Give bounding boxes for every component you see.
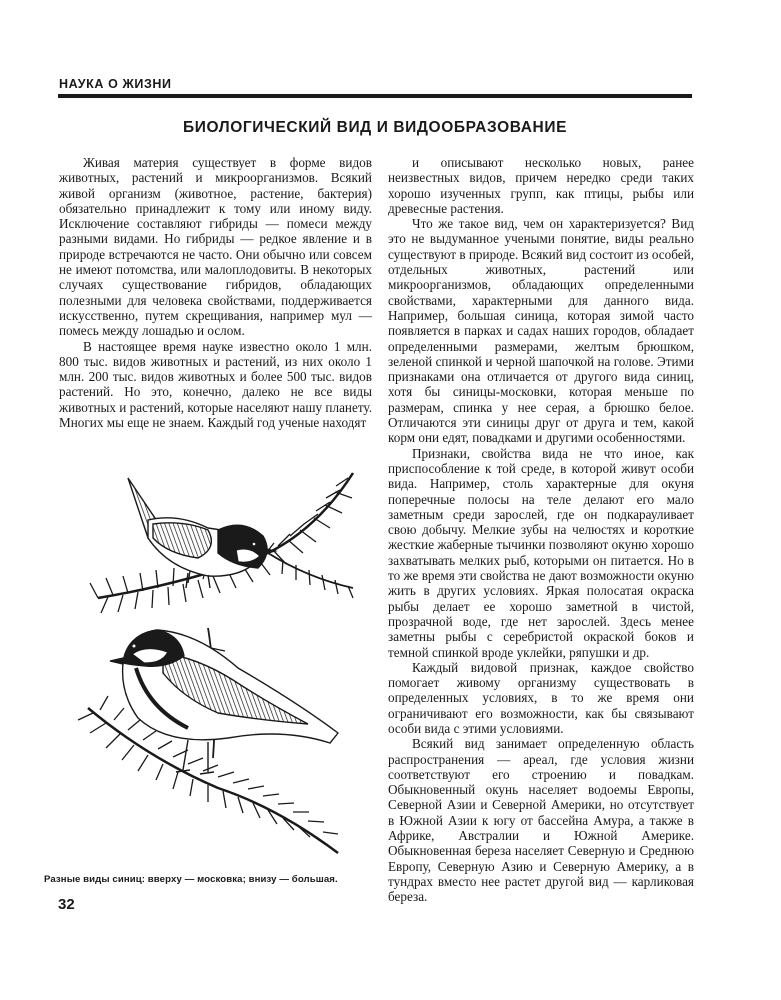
right-column (388, 155, 694, 905)
paragraph: Каждый видовой признак, каждое свойство помогает живому организму существовать в определенных условиях, в то же время они ограничивают его возможности, как бы связывают особи вида с этими условиями. (388, 659, 694, 736)
section-label: НАУКА О ЖИЗНИ (59, 77, 172, 91)
paragraph: В настоящее время науке известно около 1 млн. 800 тыс. видов животных и растений, из них около 1 млн. 200 тыс. видов животных и более 500 тыс. видов растений. Но это, конечно, далеко не все виды животных и растений, которые населяют нашу планету. Многих мы еще не знаем. Каждый год ученые находят (59, 338, 372, 431)
paragraph: Живая материя существует в форме видов животных, растений и микроорганизмов. Всякий живой организм (животное, растение, бактерия) обязательно принадлежит к тому или иному виду. Исключение составляют гибриды — помеси между разными видами. Но гибриды — редкое явление и в природе встречаются не часто. Они обычно или совсем не имеют потомства, или малоплодовиты. В некоторых случаях существование гибридов, обладающих полезными для человека свойствами, поддерживается искусственно, путем скрещивания, например мул — помесь между лошадью и ослом. (59, 155, 372, 339)
article-title: БИОЛОГИЧЕСКИЙ ВИД И ВИДООБРАЗОВАНИЕ (182, 119, 568, 136)
tits-illustration (68, 458, 368, 866)
left-column (59, 155, 372, 430)
paragraph: Признаки, свойства вида не что иное, как приспособление к той среде, в которой живут особи вида. Например, столь характерные для окуня поперечные полосы на теле делают его мало заметным среди зарослей, где он подкарауливает свою добычу. Мелкие зубы на челюстях и короткие жесткие жаберные тычинки позволяют окуню хорошо захватывать мелких рыб, которыми он питается. Но в то же время эти свойства не дают возможности окуню жить в других условиях. Яркая полосатая окраска рыбы делает ее хорошо заметной в чистой, прозрачной воде, где нет зарослей. Здесь менее заметны рыбы с серебристой окраской боков и темной спинкой вроде уклейки, ряпушки и др. (388, 445, 694, 660)
header-rule (58, 94, 692, 98)
figure-caption: Разные виды синиц: вверху — московка; внизу — большая. (44, 874, 338, 885)
paragraph: и описывают несколько новых, ранее неизвестных видов, причем нередко среди таких хорошо изученных групп, как птицы, рыбы или древесные растения. (388, 155, 694, 216)
paragraph: Что же такое вид, чем он характеризуется? Вид это не выдуманное учеными понятие, виды реально существуют в природе. Всякий вид состоит из особей, отдельных животных, растений или микроорганизмов, обладающих определенными свойствами, характерными для данного вида. Например, большая синица, которая зимой часто появляется в парках и садах наших городов, обладает определенными размерами, желтым брюшком, зеленой спинкой и черной шапочкой на голове. Этими признаками она отличается от другого вида синиц, хотя бы синицы-московки, которая меньше по размерам, спинка у нее серая, а брюшко белое. Отличаются эти синицы друг от друга и тем, какой корм они едят, повадками и другими особенностями. (388, 216, 694, 446)
coal-tit-drawing (128, 478, 275, 588)
great-tit-drawing (110, 630, 338, 774)
paragraph: Всякий вид занимает определенную область распространения — ареал, где условия жизни соответствуют его строению и повадкам. Обыкновенный окунь населяет водоемы Европы, Северной Азии и Северной Америки, но отсутствует в Южной Азии к югу от бассейна Амура, а также в Африке, Австралии и Южной Америке. Обыкновенная береза населяет Северную и Среднюю Европу, Северную Азию и Северную Америку, а в тундрах вместо нее растет другой вид — карликовая береза. (388, 736, 694, 905)
page-number: 32 (58, 896, 75, 913)
